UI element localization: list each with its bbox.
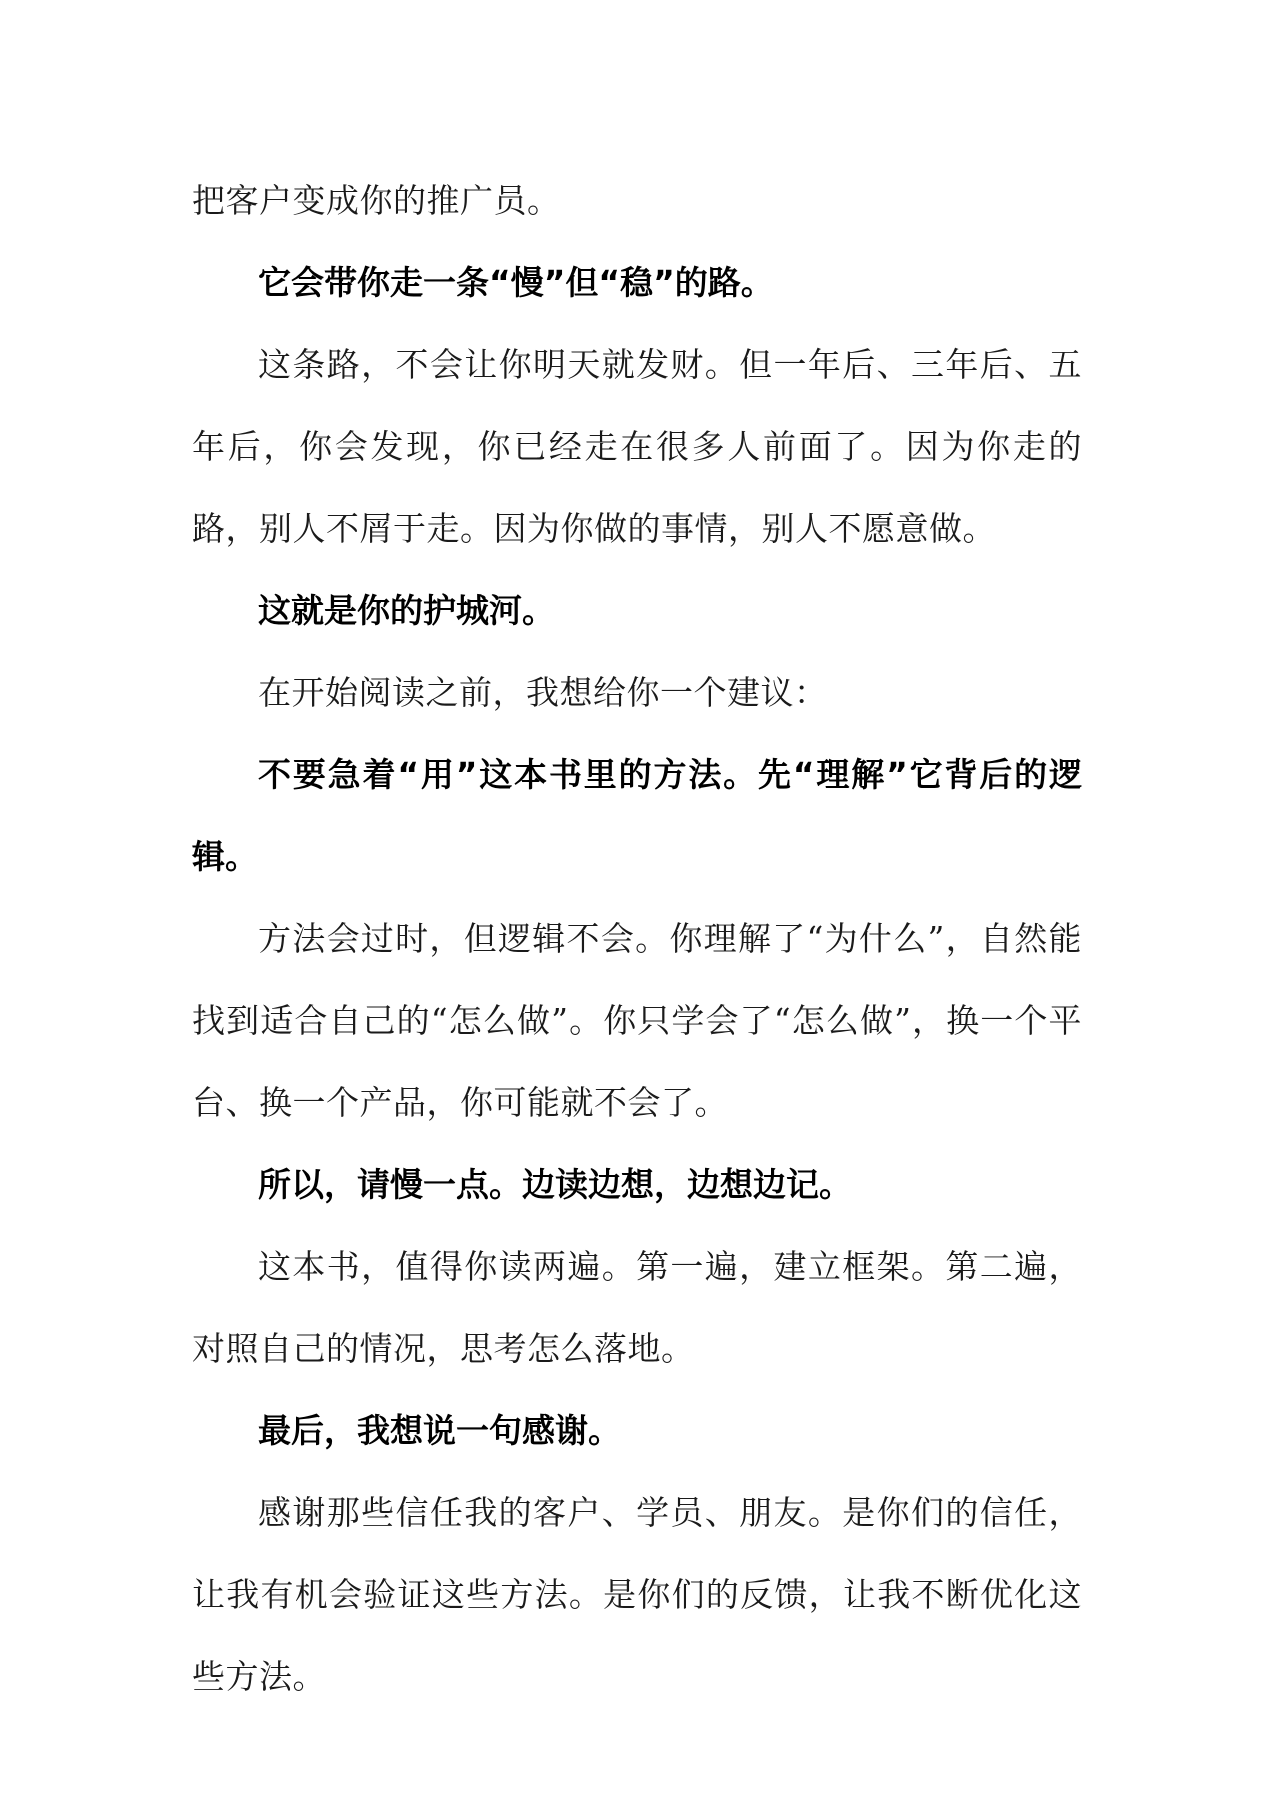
paragraph-10-emphasis: 最后，我想说一句感谢。	[258, 1411, 621, 1450]
paragraph-4-emphasis: 这就是你的护城河。	[258, 591, 555, 630]
paragraph-2-emphasis: 它会带你走一条“慢”但“稳”的路。	[258, 263, 774, 302]
paragraph-9: 这本书，值得你读两遍。第一遍，建立框架。第二遍，对照自己的情况，思考怎么落地。	[192, 1247, 1082, 1368]
paragraph-11: 感谢那些信任我的客户、学员、朋友。是你们的信任，让我有机会验证这些方法。是你们的反馈，让我不断优化这些方法。	[192, 1493, 1082, 1696]
body-text	[192, 160, 1082, 1718]
paragraph-7: 方法会过时，但逻辑不会。你理解了“为什么”，自然能找到适合自己的“怎么做”。你只学会了“怎么做”，换一个平台、换一个产品，你可能就不会了。	[192, 919, 1082, 1122]
paragraph-3: 这条路，不会让你明天就发财。但一年后、三年后、五年后，你会发现，你已经走在很多人前面了。因为你走的路，别人不屑于走。因为你做的事情，别人不愿意做。	[192, 345, 1082, 548]
paragraph-6-emphasis: 不要急着“用”这本书里的方法。先“理解”它背后的逻辑。	[192, 755, 1082, 876]
paragraph-1: 把客户变成你的推广员。	[192, 181, 561, 220]
paragraph-8-emphasis: 所以，请慢一点。边读边想，边想边记。	[258, 1165, 852, 1204]
paragraph-5: 在开始阅读之前，我想给你一个建议：	[258, 673, 828, 712]
